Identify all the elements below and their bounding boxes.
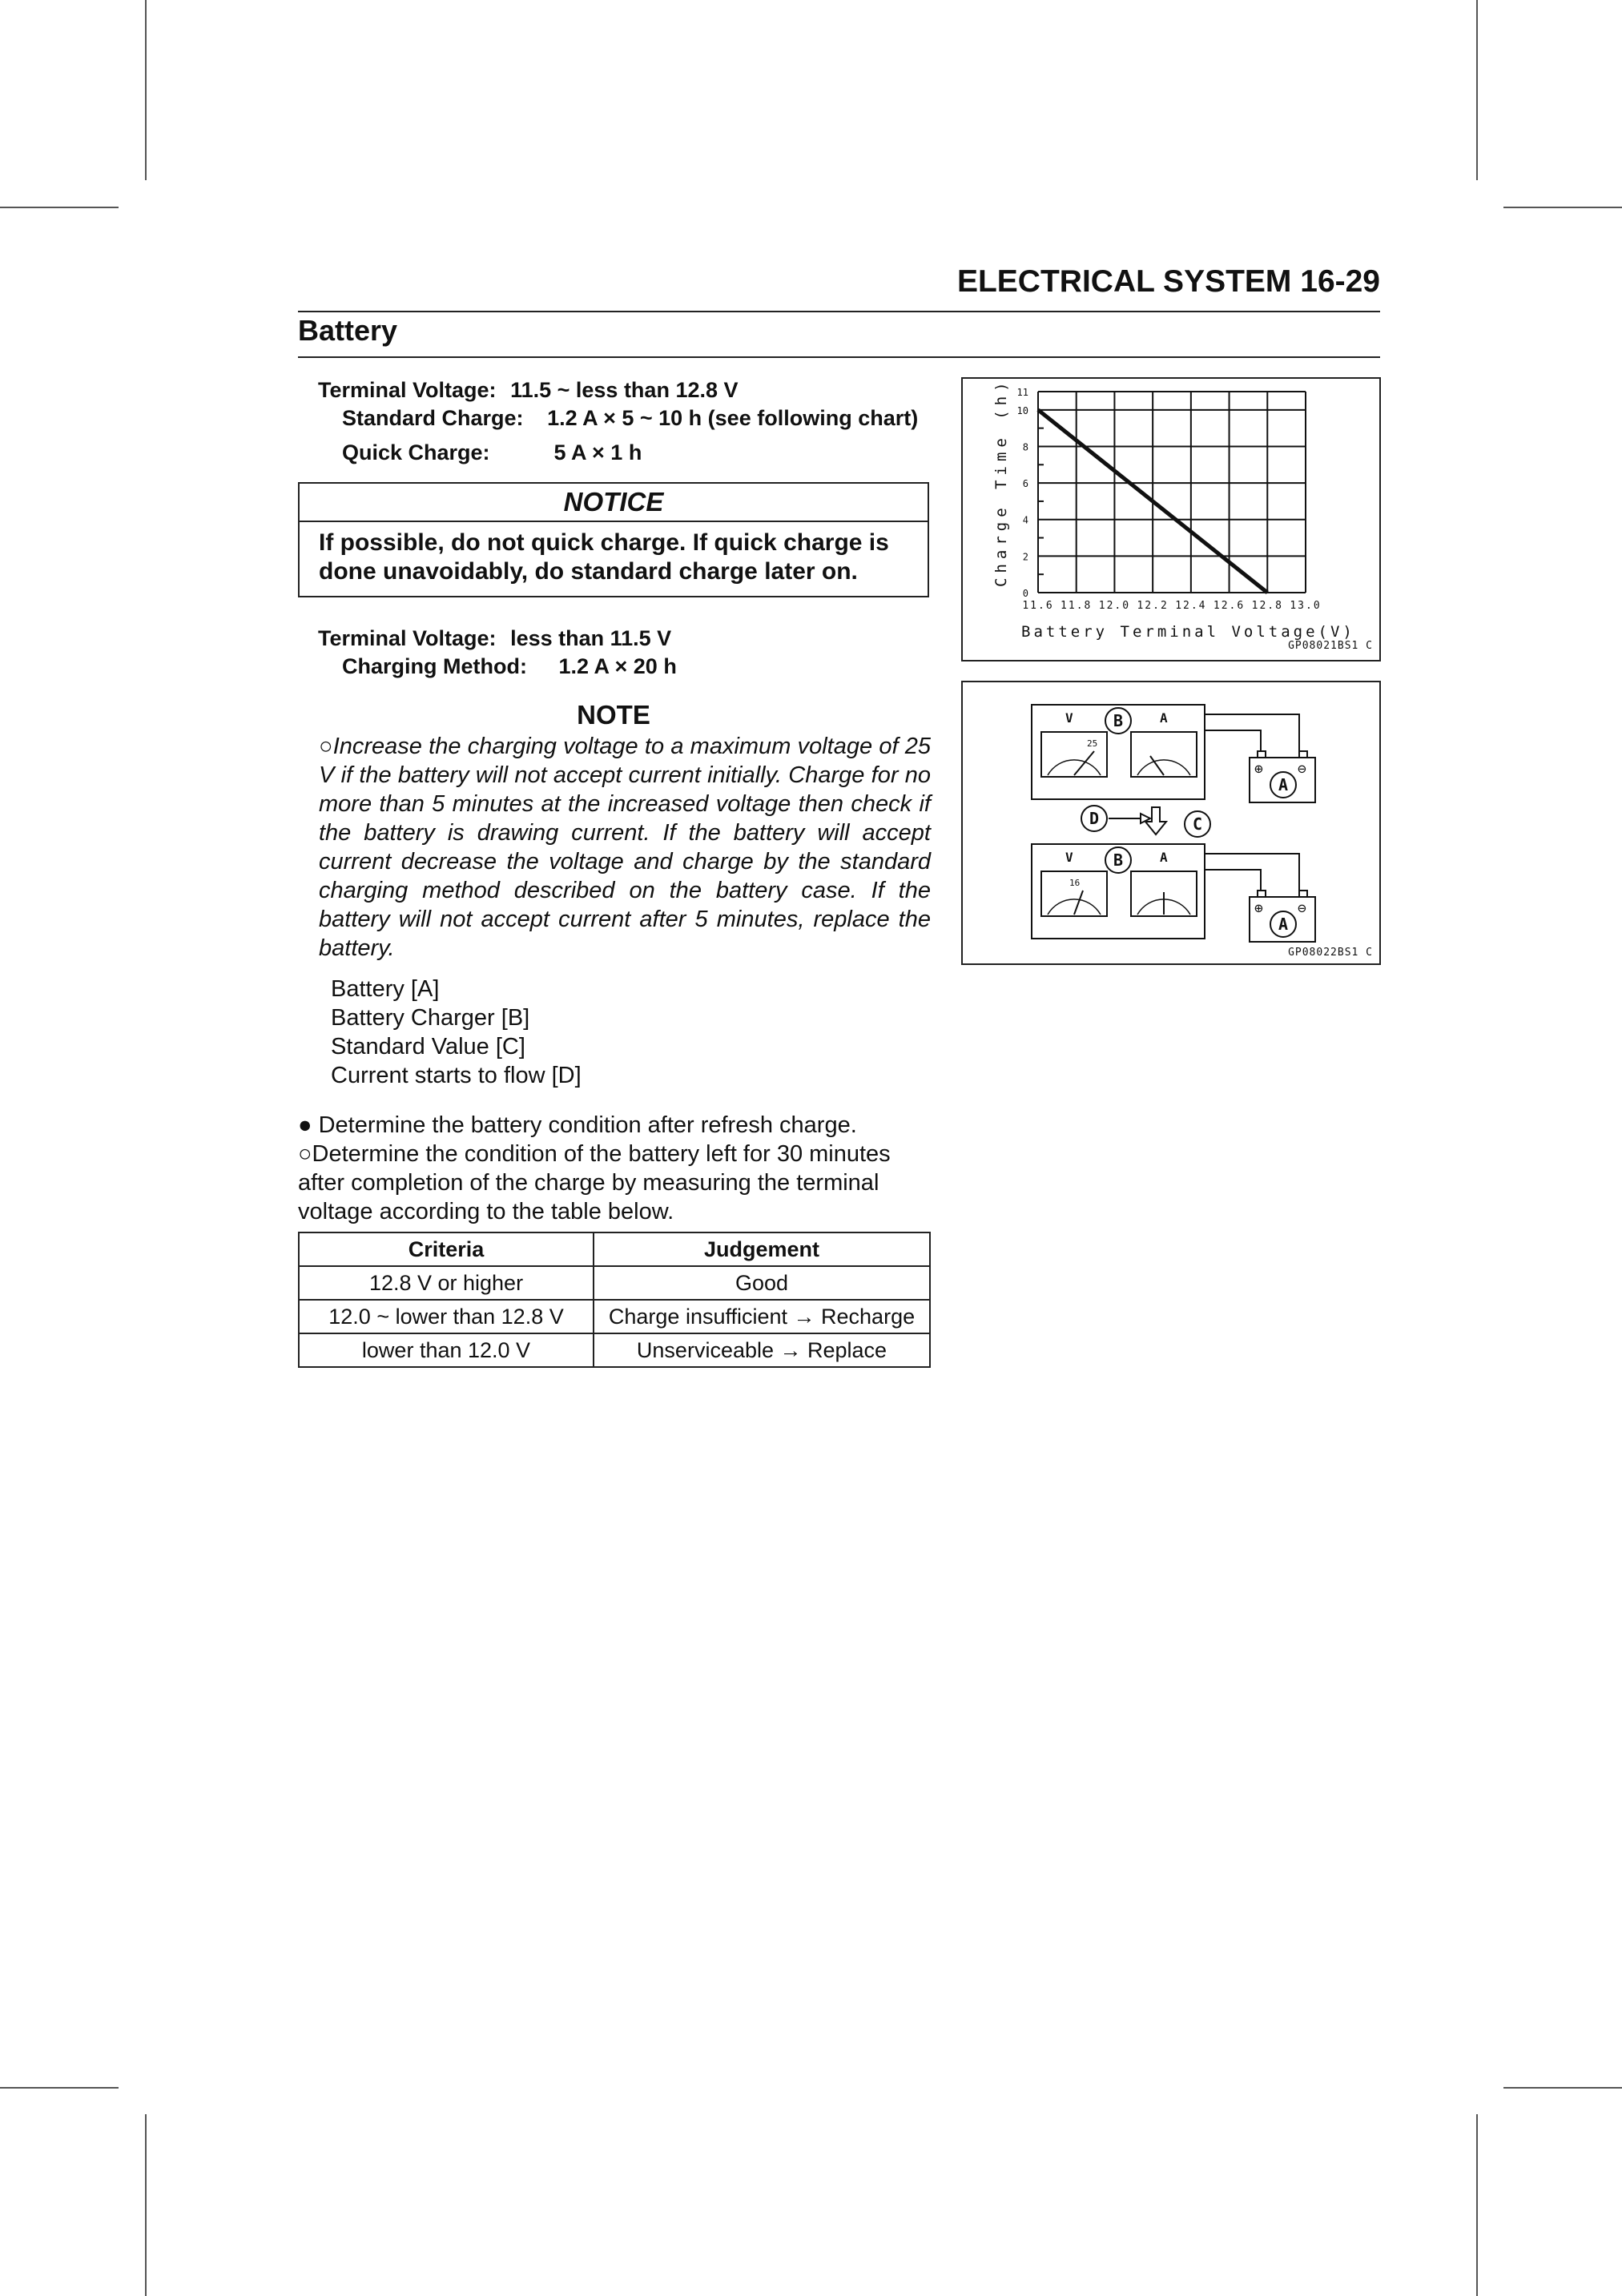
spec-value: 11.5 ~ less than 12.8 V bbox=[510, 378, 739, 402]
spec-label: Charging Method: bbox=[342, 654, 527, 678]
minus-icon: ⊖ bbox=[1298, 761, 1306, 778]
chart-x-ticks bbox=[1022, 600, 1321, 612]
section-rule bbox=[298, 356, 1380, 358]
ammeter-label: A bbox=[1160, 710, 1168, 726]
arrow-down-icon bbox=[1145, 807, 1166, 834]
spec-label: Terminal Voltage: bbox=[318, 378, 497, 402]
legend-item: Current starts to flow [D] bbox=[331, 1063, 582, 1088]
table-cell: lower than 12.0 V bbox=[299, 1333, 594, 1367]
label-a: A bbox=[1278, 775, 1289, 794]
spec-terminal-voltage bbox=[318, 378, 739, 403]
note-text: ○Increase the charging voltage to a maximum voltage of 25 V if the battery will not accept current initially. Charge for no more than 5 minutes at the increased voltage then check if the battery is drawing current. If the battery will accept current decrease the voltage and charge by the standard charging method described on the battery case. If the battery will not accept current after 5 minutes, replace the battery. bbox=[319, 734, 931, 961]
spec-label: Quick Charge: bbox=[342, 440, 490, 464]
minus-icon: ⊖ bbox=[1298, 900, 1306, 917]
table-cell: Good bbox=[594, 1266, 930, 1300]
charge-time-chart bbox=[961, 377, 1381, 661]
spec-value: 5 A × 1 h bbox=[553, 440, 642, 464]
table-cell: Charge insufficient → Recharge bbox=[594, 1300, 930, 1333]
figure-code: GP08021BS1 C bbox=[1288, 640, 1373, 652]
y-tick-label: 8 bbox=[1022, 441, 1028, 453]
notice-title: NOTICE bbox=[300, 484, 928, 522]
label-b: B bbox=[1113, 711, 1124, 730]
table-row bbox=[299, 1300, 930, 1333]
diagram-svg bbox=[963, 682, 1379, 963]
meter-reading: 16 bbox=[1069, 878, 1081, 888]
legend-item: Battery Charger [B] bbox=[331, 1005, 530, 1031]
crop-mark bbox=[1476, 2114, 1478, 2296]
notice-text: If possible, do not quick charge. If quick charge is done unavoidably, do standard charge later on. bbox=[319, 529, 889, 585]
chart-svg bbox=[963, 379, 1379, 660]
chart-grid bbox=[1038, 392, 1306, 593]
x-tick-label: 12.6 bbox=[1213, 600, 1246, 612]
page-header: ELECTRICAL SYSTEM 16-29 bbox=[956, 264, 1380, 299]
y-tick-label: 11 bbox=[1016, 387, 1028, 398]
label-b: B bbox=[1113, 850, 1124, 870]
column-header: Criteria bbox=[299, 1232, 594, 1266]
needle bbox=[1074, 751, 1094, 775]
x-tick-label: 12.4 bbox=[1175, 600, 1207, 612]
spec-value: 1.2 A × 20 h bbox=[558, 654, 677, 678]
x-axis-label: Battery Terminal Voltage(V) bbox=[1021, 623, 1355, 641]
table-cell: 12.0 ~ lower than 12.8 V bbox=[299, 1300, 594, 1333]
needle bbox=[1150, 756, 1164, 775]
table-row bbox=[299, 1266, 930, 1300]
spec-label: Standard Charge: bbox=[342, 406, 524, 430]
spec-charging-method bbox=[342, 654, 677, 679]
crop-mark bbox=[1503, 2087, 1622, 2089]
crop-mark bbox=[1476, 0, 1478, 180]
note-title: NOTE bbox=[577, 700, 650, 730]
header-rule bbox=[298, 311, 1380, 312]
section-title: Battery bbox=[298, 314, 398, 347]
x-tick-label: 11.6 bbox=[1022, 600, 1054, 612]
notice-box bbox=[298, 482, 929, 597]
y-tick-label: 4 bbox=[1022, 514, 1028, 526]
label-d: D bbox=[1089, 809, 1100, 828]
y-tick-label: 10 bbox=[1016, 404, 1028, 416]
column-header: Judgement bbox=[594, 1232, 930, 1266]
crop-mark bbox=[1503, 207, 1622, 208]
table-row bbox=[299, 1333, 930, 1367]
y-tick-label: 2 bbox=[1022, 551, 1028, 563]
chart-y-ticks bbox=[1017, 387, 1028, 599]
table-cell: 12.8 V or higher bbox=[299, 1266, 594, 1300]
x-tick-label: 12.2 bbox=[1137, 600, 1169, 612]
legend-item: Standard Value [C] bbox=[331, 1034, 525, 1060]
meter-reading: 25 bbox=[1087, 738, 1098, 749]
plus-icon: ⊕ bbox=[1254, 900, 1263, 917]
y-tick-label: 0 bbox=[1022, 588, 1028, 599]
plus-icon: ⊕ bbox=[1254, 761, 1263, 778]
crop-mark bbox=[0, 2087, 119, 2089]
step-sub: ○Determine the condition of the battery left for 30 minutes after completion of the charge by measuring the terminal voltage according to the table below. bbox=[298, 1141, 891, 1224]
legend-item: Battery [A] bbox=[331, 976, 440, 1002]
spec-label: Terminal Voltage: bbox=[318, 626, 497, 650]
battery-bottom bbox=[1205, 854, 1315, 942]
spec-quick-charge bbox=[342, 440, 642, 465]
x-tick-label: 13.0 bbox=[1290, 600, 1322, 612]
battery-top bbox=[1205, 714, 1315, 802]
voltmeter-label: V bbox=[1065, 710, 1073, 726]
x-tick-label: 12.0 bbox=[1098, 600, 1131, 612]
table-header-row bbox=[299, 1232, 930, 1266]
crop-mark bbox=[145, 2114, 147, 2296]
ammeter-label: A bbox=[1160, 850, 1168, 865]
charger-unit-top bbox=[1032, 705, 1205, 799]
voltmeter-label: V bbox=[1065, 850, 1073, 865]
label-c: C bbox=[1192, 814, 1203, 834]
spec-standard-charge bbox=[342, 406, 918, 431]
criteria-table bbox=[298, 1232, 931, 1368]
x-tick-label: 12.8 bbox=[1251, 600, 1283, 612]
y-axis-label: Charge Time (h) bbox=[992, 379, 1010, 587]
charger-diagram bbox=[961, 681, 1381, 965]
charger-unit-bottom bbox=[1032, 844, 1205, 939]
table-cell: Unserviceable → Replace bbox=[594, 1333, 930, 1367]
spec-terminal-voltage-low bbox=[318, 626, 671, 651]
crop-mark bbox=[145, 0, 147, 180]
step-bullet: ● Determine the battery condition after refresh charge. bbox=[298, 1112, 857, 1138]
y-tick-label: 6 bbox=[1022, 478, 1028, 490]
spec-value: 1.2 A × 5 ~ 10 h (see following chart) bbox=[547, 406, 919, 430]
figure-code: GP08022BS1 C bbox=[1288, 947, 1373, 959]
x-tick-label: 11.8 bbox=[1061, 600, 1093, 612]
crop-mark bbox=[0, 207, 119, 208]
needle bbox=[1074, 891, 1083, 915]
spec-value: less than 11.5 V bbox=[510, 626, 672, 650]
label-a: A bbox=[1278, 915, 1289, 934]
